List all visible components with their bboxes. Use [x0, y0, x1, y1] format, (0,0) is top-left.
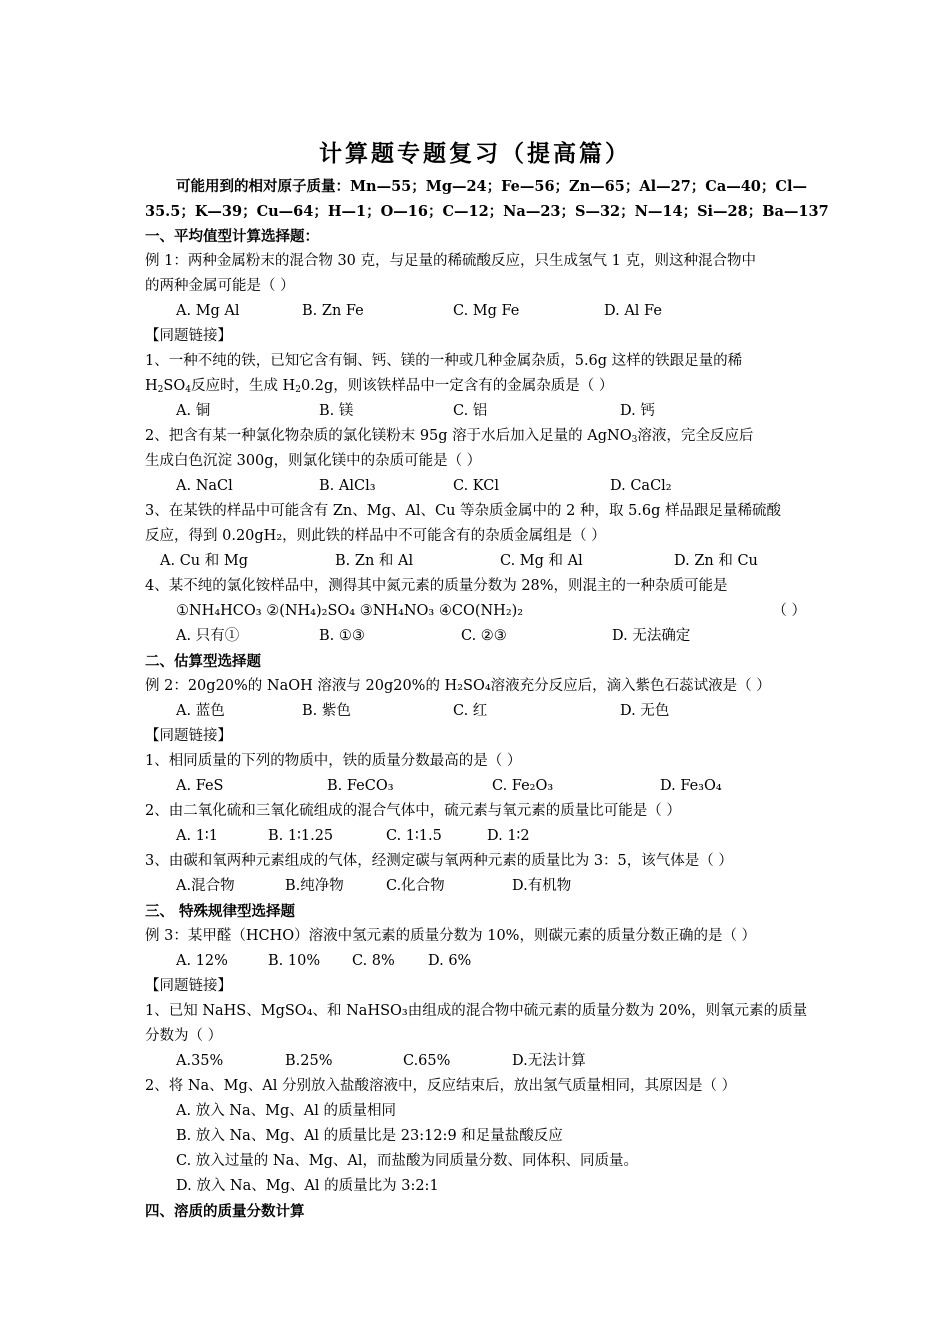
option-c: C. 铝	[453, 403, 488, 419]
example2: 例 2：20g20%的 NaOH 溶液与 20g20%的 H₂SO₄溶液充分反应后，滴入紫色石蕊试液是（ ）	[145, 678, 771, 694]
option-d: D. 6%	[428, 953, 472, 969]
option-d: D. 无法确定	[612, 628, 691, 644]
link-label: 【同题链接】	[145, 978, 232, 994]
link-label: 【同题链接】	[145, 728, 232, 744]
option-d: D. Fe₃O₄	[660, 778, 722, 794]
option-c: C. Mg 和 Al	[500, 553, 583, 569]
s3-q1-line1: 1、已知 NaHS、MgSO₄、和 NaHSO₃由组成的混合物中硫元素的质量分数为 20%，则氧元素的质量	[145, 1003, 808, 1019]
option-d: D. Al Fe	[604, 303, 662, 319]
option-d: D.有机物	[512, 878, 572, 894]
q4-impurities: ①NH₄HCO₃ ②(NH₄)₂SO₄ ③NH₄NO₃ ④CO(NH₂)₂	[176, 603, 524, 619]
option-a: A. 1∶1	[176, 828, 218, 844]
q2-line1	[145, 424, 815, 449]
subscript: 2	[157, 385, 164, 395]
option-c: C. 8%	[352, 953, 395, 969]
option-a: A.混合物	[176, 878, 235, 894]
option-a: A. FeS	[176, 778, 224, 794]
option-d: D. 钙	[620, 403, 655, 419]
option-d: D. CaCl₂	[610, 478, 672, 494]
atomic-masses-line1: 可能用到的相对原子质量：Mn—55；Mg—24；Fe—56；Zn—65；Al—27；Ca—40；Cl—	[176, 178, 807, 195]
q3-line2: 反应，得到 0.20gH₂，则此铁的样品中不可能含有的杂质金属组是（ ）	[145, 528, 606, 544]
section1-heading: 一、平均值型计算选择题：	[145, 228, 319, 245]
s2-q1: 1、相同质量的下列的物质中，铁的质量分数最高的是（ ）	[145, 753, 522, 769]
option-c: C. KCl	[453, 478, 499, 494]
page-title: 计算题专题复习（提高篇）	[319, 140, 631, 167]
option-b: B. 紫色	[302, 703, 351, 719]
q3-line1: 3、在某铁的样品中可能含有 Zn、Mg、Al、Cu 等杂质金属中的 2 种，取 5.6g 样品跟足量稀硫酸	[145, 503, 782, 519]
option-b: B. AlCl₃	[319, 478, 376, 494]
option-a: A. NaCl	[176, 478, 233, 494]
option-b: B. Zn 和 Al	[335, 553, 414, 569]
answer-paren: （ ）	[772, 603, 806, 619]
section4-heading: 四、溶质的质量分数计算	[145, 1203, 305, 1220]
option-a: A. 只有①	[176, 628, 240, 644]
option-b: B. FeCO₃	[327, 778, 394, 794]
s2-q3: 3、由碳和氧两种元素组成的气体，经测定碳与氧两种元素的质量比为 3：5，该气体是（ ）	[145, 853, 733, 869]
q2-line2: 生成白色沉淀 300g，则氯化镁中的杂质可能是（ ）	[145, 453, 482, 469]
example1-line1: 例 1：两种金属粉末的混合物 30 克，与足量的稀硫酸反应，只生成氢气 1 克，则这种混合物中	[145, 253, 756, 269]
atomic-masses-line2: 35.5；K—39；Cu—64；H—1；O—16；C—12；Na—23；S—32；N—14；Si—28；Ba—137	[145, 203, 829, 220]
s2-q2: 2、由二氧化硫和三氧化硫组成的混合气体中，硫元素与氧元素的质量比可能是（ ）	[145, 803, 681, 819]
subscript: 4	[185, 385, 191, 395]
option-d: D. 1∶2	[487, 828, 530, 844]
subscript: 2	[295, 385, 301, 395]
link-label: 【同题链接】	[145, 328, 232, 344]
q4-line1: 4、某不纯的氯化铵样品中，测得其中氮元素的质量分数为 28%，则混主的一种杂质可能是	[145, 578, 728, 594]
option-c: C.65%	[403, 1053, 451, 1069]
example3: 例 3：某甲醛（HCHO）溶液中氢元素的质量分数为 10%，则碳元素的质量分数正确的是（ ）	[145, 928, 757, 944]
s3-q2-option-a: A. 放入 Na、Mg、Al 的质量相同	[176, 1103, 396, 1119]
text: SO	[163, 378, 186, 394]
option-a: A. 铜	[176, 403, 211, 419]
q4-line2	[176, 599, 806, 624]
option-d: D. 无色	[620, 703, 670, 719]
option-c: C. 1∶1.5	[386, 828, 442, 844]
q1-line2	[145, 374, 815, 399]
text: H	[145, 378, 158, 394]
option-c: C. ②③	[461, 628, 507, 644]
text: 2、把含有某一种氯化物杂质的氯化镁粉末 95g 溶于水后加入足量的 AgNO	[145, 428, 632, 444]
option-d: D.无法计算	[512, 1053, 586, 1069]
s3-q2-option-d: D. 放入 Na、Mg、Al 的质量比为 3:2:1	[176, 1178, 439, 1194]
section3-heading: 三、 特殊规律型选择题	[145, 903, 296, 920]
s3-q1-line2: 分数为（ ）	[145, 1028, 223, 1044]
s3-q2: 2、将 Na、Mg、Al 分别放入盐酸溶液中，反应结束后，放出氢气质量相同，其原因是（ ）	[145, 1078, 737, 1094]
example1-line2: 的两种金属可能是（ ）	[145, 278, 295, 294]
option-b: B. ①③	[319, 628, 365, 644]
subscript: 3	[631, 435, 638, 445]
option-a: A. Cu 和 Mg	[160, 553, 248, 569]
option-b: B. Zn Fe	[302, 303, 364, 319]
s3-q2-option-b: B. 放入 Na、Mg、Al 的质量比是 23:12:9 和足量盐酸反应	[176, 1128, 563, 1144]
option-a: A. Mg Al	[176, 303, 240, 319]
option-d: D. Zn 和 Cu	[674, 553, 758, 569]
option-b: B.25%	[285, 1053, 333, 1069]
text: 反应时，生成 H	[190, 378, 296, 394]
option-c: C. 红	[453, 703, 488, 719]
option-c: C. Fe₂O₃	[492, 778, 554, 794]
option-b: B. 1∶1.25	[268, 828, 334, 844]
option-a: A.35%	[176, 1053, 224, 1069]
option-b: B. 镁	[319, 403, 354, 419]
text: 溶液，完全反应后	[637, 428, 754, 444]
option-c: C.化合物	[386, 878, 445, 894]
option-a: A. 蓝色	[176, 703, 225, 719]
section2-heading: 二、估算型选择题	[145, 653, 261, 670]
s3-q2-option-c: C. 放入过量的 Na、Mg、Al，而盐酸为同质量分数、同体积、同质量。	[176, 1153, 638, 1169]
option-a: A. 12%	[176, 953, 228, 969]
option-b: B. 10%	[268, 953, 321, 969]
option-c: C. Mg Fe	[453, 303, 520, 319]
text: 0.2g，则该铁样品中一定含有的金属杂质是（ ）	[300, 378, 614, 394]
q1-line1: 1、一种不纯的铁，已知它含有铜、钙、镁的一种或几种金属杂质，5.6g 这样的铁跟足量的稀	[145, 353, 743, 369]
option-b: B.纯净物	[285, 878, 344, 894]
